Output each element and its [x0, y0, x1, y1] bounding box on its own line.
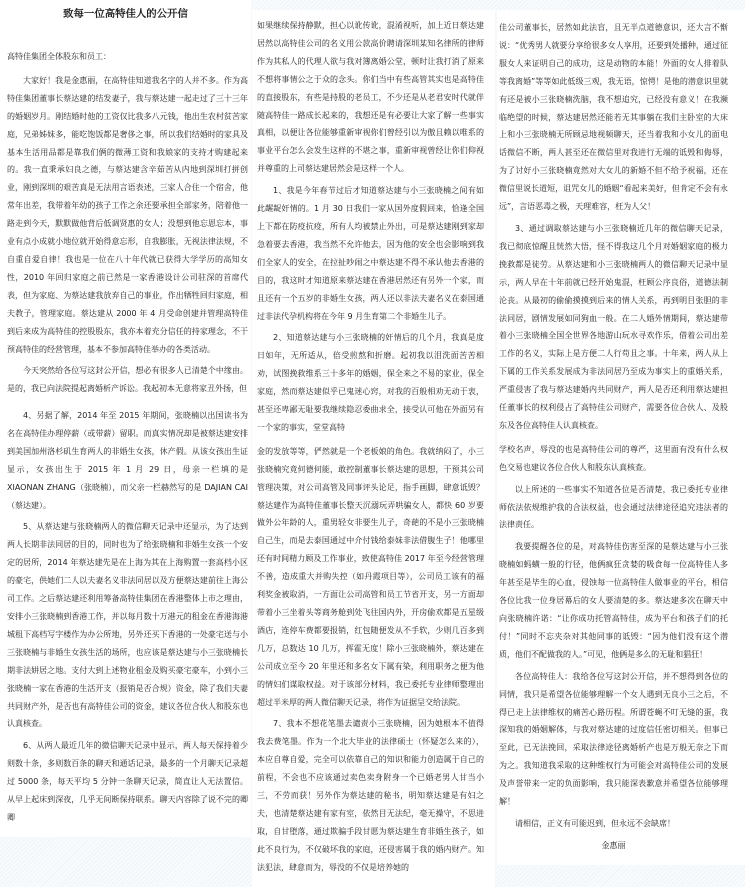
paragraph-continuation: 金的发放等等，俨然就是一个老板娘的角色。我就纳闷了，小三张晓楠究竟何德何能，敢控制董事长蔡达建的思想，干预其公司管理决策，对公司高管及同事评头论足，指手画脚，肆意诋毁？蔡达建作为高特佳董事长整天沉溺玩弄哄骗女人，都快 60 岁要做外公年龄的人，重男轻女非要生儿子，奇葩的不是小三张晓楠自己生，而是去泰国通过中介付钱给泰妹非法借腹生子！他哪里还有时间精力顾及工作事业，致使高特佳 2017 年至今经营管理不善，造成重大并购失控（如丹霞项目等），公司员工该有的福利奖金被取消，一方面让公司高管和员工节省开支，另一方面却带着小三坐着头等商务舱到处飞往国内外，开房偷欢都是五星级酒店，连停车费都要报销，红包随便发从不手软，少则几百多到几万，总数达 10 几万，挥霍无度！除小三张晓楠外，蔡达建在公司成立至今 20 年里还和多名女下属有染，利用职务之便为他的情妇们谋取权益。对于该部分材料，我已委托专业律师整理出超过半米厚的两人微信聊天记录，将作为证据呈交给法院。 — [257, 446, 484, 707]
paragraph-reason: 今天突然给各位写这封公开信，想必有很多人已清楚个中缘由。是的，我已向法院提起离婚析产诉讼。我起初本无意将家丑外扬，但 — [7, 366, 248, 394]
paragraph-intro: 大家好！我是金惠丽，在高特佳知道我名字的人并不多。作为高特佳集团董事长蔡达建的结发妻子，我与蔡达建一起走过了三十三年的婚姻岁月。刚结婚时他的工资仅比我多八元钱，他出生农村贫苦家庭，兄弟姊妹多，能吃饱饭都是奢侈之事，所以我们结婚时的家具及基本生活用品都是靠我们俩的微薄工资和我娘家的支持才购建起来的。我一直秉承妇良之德，与蔡达建含辛茹苦从内地到深圳打拼创业，刚到深圳的艰苦真是无法用言语表述，三家人合住一个宿舍，他常年出差，我带着年幼的孩子工作之余还要承担全部家务，陪着他一路走到今天，默默做他背后低调贤惠的女人；没想到他忘恩忘本，事业有点小成就小地位就开始得意忘形，自我膨胀，无视法律法规，不自重自爱自律！我也是一位在八十年代就已获得大学学历的高知女性，2010 年回归家庭之前已然是一家香港设计公司驻深的首席代表，但为家庭、为蔡达建我放弃自己的事业，作出牺牲回归家庭，相夫教子，管理家庭。蔡达建从 2000 年 4 月受命创建并管理高特佳到后来成为高特佳的控股股东，我亦本着充分信任的持家理念，不干预高特佳的经营管理，基本不参加高特佳举办的各类活动。 — [7, 75, 248, 354]
column-3-bottom — [499, 439, 728, 855]
page-column-2 — [252, 10, 495, 887]
paragraph-continuation: 如果继续保持静默，担心以讹传讹，混淆视听，加上近日蔡达建居然以高特佳公司的名义用公款高价聘请深圳某知名律所的律师作为其私人的代理人欲与我对簿离婚公堂，顿时让我打消了原来不想将事情公之于众的念头。你们当中有些高管其实也是高特佳的直接股东，有些是持股的老员工，不少还是从老君安时代就伴随高特佳一路成长起来的，我想还是有必要让大家了解一些事实真相，以便让各位能够重新审视你们曾经引以为傲且赖以唯系的事业平台怎么会发生这样的不堪之事，重新审视曾经让你们仰视并尊重的上司蔡达建居然会是这样一个人。 — [257, 21, 484, 174]
paragraph-3: 3、通过调取蔡达建与小三张晓楠近几年的微信聊天记录，我已彻底惊醒且恍然大悟，怪不得我这几个月对婚姻家庭的极力挽救都是徒劳。从蔡达建和小三张晓楠两人的微信聊天记录中显示，两人早在十年前就已经开始鬼混，枉顾公序良俗，道德法制沦丧。从最初的偷偷摸摸到后来的情人关系，再到明目张胆的非法同居，剧情发展如同狗血一般。在二人婚外情期间，蔡达建带着小三张晓楠全国全世界各地游山玩水寻欢作乐，借着公司出差工作的名义，实际上是方便二人行苟且之事。十年来，两人从上下属的工作关系发展成为非法同居乃至成为事实上的重婚关系，严重侵害了我与蔡达建婚内共同财产，两人是否还利用蔡达建担任董事长的权利侵占了高特佳公司财产，需要各位合伙人、及股东及各位高特佳人认真核查。 — [499, 223, 728, 430]
column-1-top — [7, 48, 248, 405]
paragraph-summary: 以上所述的一些事实不知道各位是否清楚，我已委托专业律师依法依规维护我的合法权益，也会通过法律途径追究违法者的法律责任。 — [499, 484, 728, 530]
paragraph-1: 1、我是今年春节过后才知道蔡达建与小三张晓楠之间有如此龌龊奸情的。1 月 30 日我们一家从国外度假回来，恰逢全国上下都在防疫抗疫，所有人均被禁止外出，可是蔡达建刚到家却急着要去香港，我当然不允许他去，因为他的安全也会影响到我们全家人的安全，在拉扯吵闹之中蔡达建不得不承认他去香港的目的，我这时才知道原来蔡达建在香港居然还有另外一个家，而且还有一个五岁的非婚生女孩，两人还以非法夫妻名义在泰国通过非法代孕机构将在今年 9 月生育第二个非婚生儿子。 — [257, 186, 484, 321]
paragraph-continuation: 佳公司董事长，居然如此法盲，且无半点道德意识，还大言不惭说：“优秀男人就要分享给很多女人享用，还要到处播种，通过征服女人来证明自己的成功，这是动物的本能！外面的女人排着队等我离婚”等等如此低级三观，我无语，惊愕！是他的潜意识里就有还是被小三张晓楠洗脑，我不想追究，已经没有意义！在我濒临绝望的时候，蔡达建居然还能若无其事躺在我们主卧室的大床上和小三张晓楠无所顾忌地视频聊天，还当着我和小女儿的面电话微信不断，两人甚至还在微信里对我进行无端的诋毁和侮辱，为了讨好小三张晓楠竟然对大女儿的新婚不但不给予祝福，还在微信里说长道短，诅咒女儿的婚姻“看起来美好，但肯定不会有永远”，言语恶毒之极，天理难容，枉为人父！ — [499, 23, 728, 212]
page-column-1 — [0, 0, 251, 837]
paragraph-4: 4、另据了解，2014 年至 2015 年期间，张晓楠以出国读书为名在高特佳办理停薪（或带薪）留职。而真实情况却是被蔡达建安排到美国加州洛杉矶生育两人的非婚生女孩，休产假。从该女孩出生证显示，女孩出生于 2015 年 1 月 29 日，母亲一栏填的是 XIAONAN ZHANG（张晓楠），而父亲一栏赫然写的是 DAJIAN CAI（蔡达建）。 — [7, 411, 248, 510]
column-3-top — [499, 19, 728, 435]
column-2-bottom — [257, 441, 484, 877]
signature: 金惠丽 — [601, 840, 626, 850]
paragraph-7: 7、我本不想花笔墨去谴责小三张晓楠，因为她根本不值得我去费笔墨。作为一个北大毕业的法律硕士（怀疑怎么来的），本应自尊自爱，完全可以依靠自己的知识和能力创造属于自己的前程，不会也不应该通过卖色卖身附身一个已婚老男人甘当小三，不劳而获！另外作为蔡达建的秘书，明知蔡达建是有妇之夫，也清楚蔡达建有家有室，依然目无法纪，毫无操守，不思进取，自甘堕落，通过欺骗手段甘愿为蔡达建生育非婚生孩子，如此不良行为，不仅破坏我的家庭，还侵害属于我的婚内财产。知法犯法，肆意而为，辱没的不仅是培养她的 — [257, 719, 484, 872]
paragraph-5: 5、从蔡达建与张晓楠两人的微信聊天记录中还显示，为了达到两人长期非法同居的目的，同时也为了给张晓楠和非婚生女孩一个安定的居所，2014 年蔡达建先是在上海为其在上海购置一套高档小区的豪宅，供她们二人以夫妻名义非法同居以及方便蔡达建前往上海公司工作。之后蔡达建还利用筹备高特佳集团在香港整体上市之理由，安排小三张晓楠到香港工作，并以每月数十万港元的租金在香港海港城租下高档写字楼作为办公所地，另外还买下香港的一处豪宅送与小三张晓楠与非婚生女孩生活的场所，也应该是蔡达建与小三张晓楠长期非法姘居之地。支付大到上述物业租金及购买豪宅豪车，小到小三张晓楠一家在香港的生活开支（报销是否合规）资金，除了我们夫妻共同财产外，是否也有高特佳公司的资金，建议各位合伙人和股东也认真核查。 — [7, 522, 248, 729]
letter-title: 致每一位高特佳人的公开信 — [63, 8, 188, 20]
paragraph-2: 2、知道蔡达建与小三张晓楠的奸情后的几个月，我真是度日如年，无所适从，倍受煎熬和折磨。起初我以泪洗面苦苦相劝，试图挽救维系三十多年的婚姻，保全来之不易的家业，保全家庭，然而蔡达建似乎已鬼迷心窍，对我的百般相劝无动于衷，甚至还卑鄙无耻要我继续隐忍委曲求全，接受认可他在外面另有一个家的事实，堂堂高特 — [257, 333, 484, 432]
paragraph-continuation: 学校名声，辱没的也是高特佳公司的尊严，这里面有没有什么权色交易也建议各位合伙人和股东认真核查。 — [499, 444, 728, 472]
column-2-top — [257, 17, 484, 437]
page-column-3 — [497, 10, 745, 865]
paragraph-appeal: 各位高特佳人：我给各位写这封公开信，并不想得到各位的同情，我只是希望各位能够理解一个女人遇到无良小三之后，不得已走上法律维权的痛苦心路历程。所谓苍蝇不叮无缝的蛋，我深知我的婚姻解体，与我对蔡达建的过度信任密切相关。但事已至此，已无法挽回，采取法律途径离婚析产也是万般无奈之下而为之。我知道我采取的这种维权行为可能会对高特佳公司的发展及声誉带来一定的负面影响，我只能深表歉意并希望各位能够理解！ — [499, 671, 728, 807]
salutation: 高特佳集团全体股东和员工： — [7, 52, 111, 61]
paragraph-6: 6、从两人最近几年的微信聊天记录中显示，两人每天保持着少则数十条，多则数百条的聊天和通话记录，最多的一个月聊天记录超过 5000 条，每天平均 5 分钟一条聊天记录，简直让人无法置信。从早上起床到深夜，几乎无间断保持联系。聊天内容除了说不完的卿卿 — [7, 741, 248, 822]
paragraph-reminder: 我要提醒各位的是，对高特佳伤害至深的是蔡达建与小三张晓楠如蚂蟥一般的行径，他俩疯狂贪婪的吸食每一位高特佳人多年甚至是毕生的心血，侵蚀每一位高特佳人做事业的平台，相信各位比我一位身居幕后的女人要清楚的多。蔡达建多次在聊天中向张晓楠许诺：“让你成功托管高特佳，成为平台和孩子们的托付！”同时不忘夹杂对其他同事的诋毁：“因为他们没有这个潜质，他们不配做我的人。”可见，他俩是多么的无耻和猖狂！ — [499, 542, 728, 659]
paragraph-closing: 请相信，正义有可能迟到，但永远不会缺席！ — [515, 818, 675, 828]
column-1-bottom — [7, 405, 248, 827]
